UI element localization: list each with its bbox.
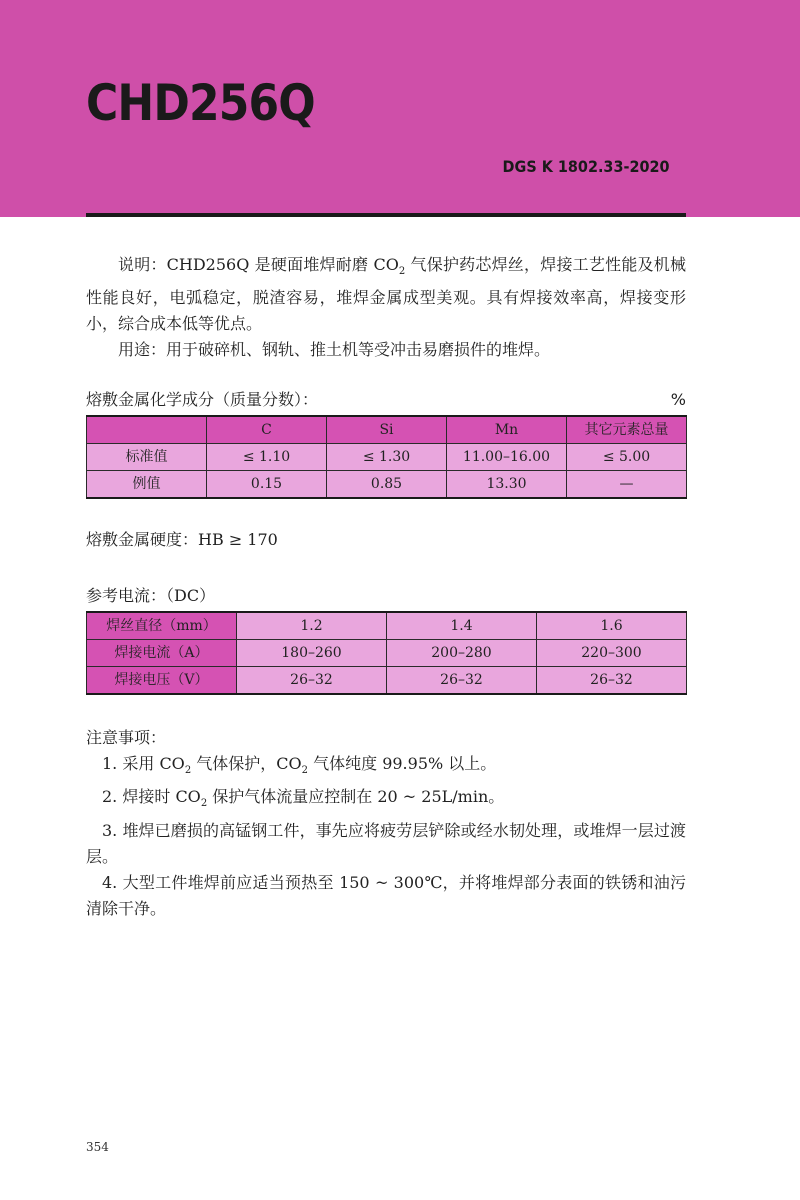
row-label: 例值	[87, 471, 207, 499]
table-cell: 0.15	[207, 471, 327, 499]
row-label: 焊接电压（V）	[87, 667, 237, 695]
note-item: 3. 堆焊已磨损的高锰钢工件，事先应将疲劳层铲除或经水韧处理，或堆焊一层过渡层。	[86, 820, 686, 866]
notes-title: 注意事项：	[86, 728, 167, 748]
table-cell: 26–32	[387, 667, 537, 695]
composition-unit: %	[670, 390, 686, 410]
hardness-value: HB ≥ 170	[198, 530, 278, 550]
table-cell: 1.2	[237, 612, 387, 640]
header-cell	[87, 416, 207, 444]
header-cell: C	[207, 416, 327, 444]
current-table	[86, 611, 687, 695]
current-title: 参考电流：（DC）	[86, 586, 216, 606]
description-paragraph: 说明：CHD256Q 是硬面堆焊耐磨 $CO_2$ 气保护药芯焊丝，焊接工艺性能及机械性能良好，电弧稳定，脱渣容易，堆焊金属成型美观。具有焊接效率高，焊接变形小，综合成本低等优点。	[86, 255, 686, 334]
table-cell: ≤ 5.00	[567, 444, 687, 471]
content	[86, 252, 686, 922]
note-item: 2. 焊接时 $CO_2$ 保护气体流量应控制在 20 ~ 25L/min。	[102, 787, 505, 810]
usage-label: 用途：	[118, 340, 167, 360]
table-cell: 180–260	[237, 640, 387, 667]
page-number: 354	[86, 1140, 109, 1154]
row-label: 标准值	[87, 444, 207, 471]
row-label: 焊接电流（A）	[87, 640, 237, 667]
table-cell: —	[567, 471, 687, 499]
table-cell: 1.4	[387, 612, 537, 640]
table-cell: 200–280	[387, 640, 537, 667]
header-rule	[86, 213, 686, 217]
table-row	[87, 444, 687, 471]
header-cell: Mn	[447, 416, 567, 444]
row-label: 焊丝直径（mm）	[87, 612, 237, 640]
table-cell: 11.00–16.00	[447, 444, 567, 471]
current-type: （DC）	[166, 586, 216, 606]
note-item: 1. 采用 $CO_2$ 气体保护，$CO_2$ 气体纯度 99.95% 以上。	[102, 754, 497, 777]
hardness-label: 熔敷金属硬度：	[86, 530, 199, 550]
description-label: 说明：	[118, 255, 167, 274]
table-cell: ≤ 1.30	[327, 444, 447, 471]
table-cell: 13.30	[447, 471, 567, 499]
table-row	[87, 612, 687, 640]
table-cell: 0.85	[327, 471, 447, 499]
header-cell: 其它元素总量	[567, 416, 687, 444]
composition-title: 熔敷金属化学成分（质量分数）： %	[86, 387, 686, 413]
product-title: CHD256Q	[86, 74, 315, 132]
table-cell: 26–32	[537, 667, 687, 695]
note-item: 4. 大型工件堆焊前应适当预热至 150 ~ 300℃，并将堆焊部分表面的铁锈和油污清除干净。	[86, 872, 686, 918]
header-cell: Si	[327, 416, 447, 444]
table-cell: 220–300	[537, 640, 687, 667]
table-row	[87, 667, 687, 695]
table-cell: ≤ 1.10	[207, 444, 327, 471]
hardness-line	[86, 527, 686, 553]
usage-paragraph: 用途：用于破碎机、钢轨、推土机等受冲击易磨损件的堆焊。	[118, 340, 551, 360]
table-row	[87, 471, 687, 499]
table-cell: 26–32	[237, 667, 387, 695]
standard-code: DGS K 1802.33-2020	[503, 157, 670, 176]
table-row	[87, 640, 687, 667]
table-cell: 1.6	[537, 612, 687, 640]
composition-header-row	[87, 416, 687, 444]
composition-table	[86, 415, 687, 499]
